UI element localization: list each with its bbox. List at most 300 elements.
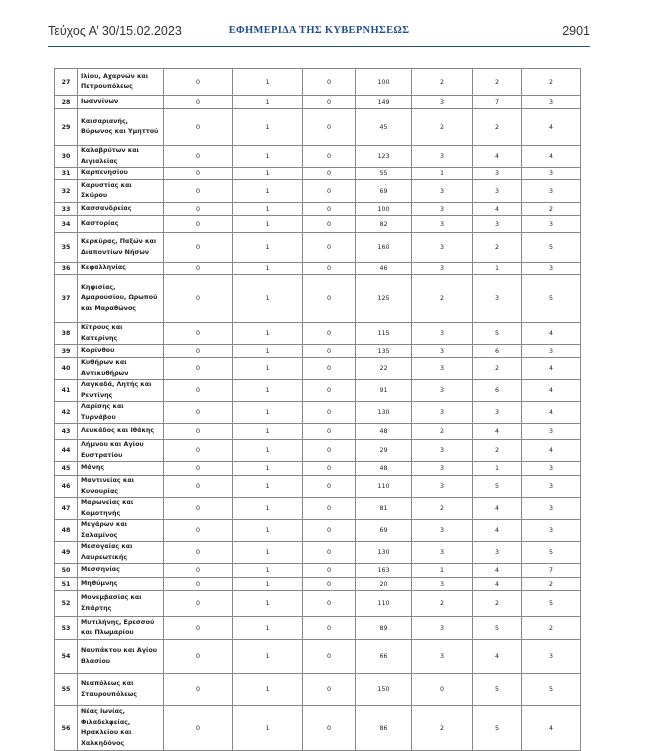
- col-2: 1: [233, 476, 303, 498]
- col-2: 1: [233, 542, 303, 564]
- col-5: 3: [412, 462, 473, 476]
- col-6: 5: [473, 476, 522, 498]
- col-7: 2: [522, 69, 581, 96]
- col-1: 0: [164, 146, 233, 168]
- col-2: 1: [233, 275, 303, 323]
- table-row: [55, 564, 581, 578]
- col-7: 4: [522, 706, 581, 751]
- col-6: 2: [473, 591, 522, 617]
- col-5: 3: [412, 520, 473, 542]
- row-number: 49: [55, 542, 78, 564]
- table-row: [55, 146, 581, 168]
- col-7: 5: [522, 542, 581, 564]
- col-3: 0: [303, 617, 356, 640]
- col-1: 0: [164, 345, 233, 358]
- page-number: 2901: [562, 24, 590, 38]
- col-3: 0: [303, 578, 356, 591]
- col-7: 5: [522, 674, 581, 706]
- row-number: 40: [55, 358, 78, 380]
- row-number: 44: [55, 440, 78, 462]
- col-4: 123: [356, 146, 412, 168]
- col-6: 5: [473, 674, 522, 706]
- col-6: 4: [473, 424, 522, 440]
- col-3: 0: [303, 402, 356, 424]
- col-7: 3: [522, 345, 581, 358]
- col-6: 6: [473, 380, 522, 402]
- col-1: 0: [164, 591, 233, 617]
- table-row: [55, 617, 581, 640]
- col-3: 0: [303, 591, 356, 617]
- col-6: 1: [473, 462, 522, 476]
- col-5: 3: [412, 578, 473, 591]
- col-5: 2: [412, 424, 473, 440]
- col-2: 1: [233, 578, 303, 591]
- col-4: 110: [356, 476, 412, 498]
- col-6: 5: [473, 706, 522, 751]
- col-4: 81: [356, 498, 412, 520]
- col-1: 0: [164, 380, 233, 402]
- col-1: 0: [164, 564, 233, 578]
- col-2: 1: [233, 69, 303, 96]
- col-4: 29: [356, 440, 412, 462]
- col-1: 0: [164, 180, 233, 203]
- col-5: 3: [412, 640, 473, 674]
- district-name: Ναυπάκτου και Αγίου Βλασίου: [78, 640, 164, 674]
- col-4: 69: [356, 180, 412, 203]
- table-row: [55, 476, 581, 498]
- col-6: 7: [473, 96, 522, 109]
- row-number: 33: [55, 203, 78, 216]
- col-5: 3: [412, 542, 473, 564]
- col-4: 110: [356, 591, 412, 617]
- col-4: 48: [356, 462, 412, 476]
- table-row: [55, 402, 581, 424]
- col-3: 0: [303, 69, 356, 96]
- col-5: 1: [412, 168, 473, 180]
- row-number: 43: [55, 424, 78, 440]
- row-number: 38: [55, 323, 78, 345]
- district-name: Καστορίας: [78, 216, 164, 233]
- row-number: 39: [55, 345, 78, 358]
- row-number: 30: [55, 146, 78, 168]
- col-3: 0: [303, 263, 356, 275]
- district-name: Μαρωνείας και Κομοτηνής: [78, 498, 164, 520]
- col-3: 0: [303, 542, 356, 564]
- table-row: [55, 498, 581, 520]
- col-3: 0: [303, 180, 356, 203]
- col-5: 3: [412, 402, 473, 424]
- col-4: 149: [356, 96, 412, 109]
- col-6: 4: [473, 564, 522, 578]
- col-7: 4: [522, 380, 581, 402]
- col-7: 3: [522, 263, 581, 275]
- col-5: 3: [412, 96, 473, 109]
- col-2: 1: [233, 180, 303, 203]
- table-row: [55, 591, 581, 617]
- district-name: Μαντινείας και Κυνουρίας: [78, 476, 164, 498]
- table-row: [55, 578, 581, 591]
- col-2: 1: [233, 424, 303, 440]
- col-7: 3: [522, 640, 581, 674]
- table-row: [55, 440, 581, 462]
- col-5: 3: [412, 440, 473, 462]
- col-1: 0: [164, 96, 233, 109]
- col-5: 2: [412, 275, 473, 323]
- col-1: 0: [164, 706, 233, 751]
- col-1: 0: [164, 69, 233, 96]
- col-1: 0: [164, 476, 233, 498]
- col-6: 2: [473, 233, 522, 263]
- col-4: 135: [356, 345, 412, 358]
- row-number: 52: [55, 591, 78, 617]
- col-6: 2: [473, 440, 522, 462]
- data-table: [54, 68, 581, 751]
- table-row: [55, 216, 581, 233]
- col-1: 0: [164, 233, 233, 263]
- col-1: 0: [164, 168, 233, 180]
- col-6: 4: [473, 498, 522, 520]
- col-2: 1: [233, 591, 303, 617]
- col-7: 3: [522, 96, 581, 109]
- col-1: 0: [164, 520, 233, 542]
- col-5: 3: [412, 263, 473, 275]
- col-2: 1: [233, 462, 303, 476]
- col-4: 55: [356, 168, 412, 180]
- col-2: 1: [233, 564, 303, 578]
- col-7: 2: [522, 203, 581, 216]
- row-number: 34: [55, 216, 78, 233]
- col-2: 1: [233, 168, 303, 180]
- col-4: 160: [356, 233, 412, 263]
- col-3: 0: [303, 520, 356, 542]
- col-2: 1: [233, 96, 303, 109]
- row-number: 50: [55, 564, 78, 578]
- col-3: 0: [303, 146, 356, 168]
- col-3: 0: [303, 476, 356, 498]
- col-1: 0: [164, 617, 233, 640]
- district-name: Λευκάδος και Ιθάκης: [78, 424, 164, 440]
- col-1: 0: [164, 674, 233, 706]
- district-name: Νέας Ιωνίας, Φιλαδελφείας, Ηρακλείου και Χαλκηδόνος: [78, 706, 164, 751]
- row-number: 42: [55, 402, 78, 424]
- district-name: Καρπενησίου: [78, 168, 164, 180]
- col-3: 0: [303, 380, 356, 402]
- col-5: 2: [412, 706, 473, 751]
- col-5: 3: [412, 617, 473, 640]
- col-3: 0: [303, 498, 356, 520]
- district-name: Μυτιλήνης, Ερεσσού και Πλωμαρίου: [78, 617, 164, 640]
- row-number: 46: [55, 476, 78, 498]
- col-4: 66: [356, 640, 412, 674]
- col-3: 0: [303, 168, 356, 180]
- col-4: 91: [356, 380, 412, 402]
- col-7: 4: [522, 358, 581, 380]
- col-3: 0: [303, 564, 356, 578]
- col-7: 3: [522, 520, 581, 542]
- col-2: 1: [233, 498, 303, 520]
- col-7: 4: [522, 440, 581, 462]
- col-4: 150: [356, 674, 412, 706]
- col-6: 3: [473, 402, 522, 424]
- col-4: 100: [356, 69, 412, 96]
- col-1: 0: [164, 578, 233, 591]
- table-row: [55, 674, 581, 706]
- district-name: Κεφαλληνίας: [78, 263, 164, 275]
- row-number: 47: [55, 498, 78, 520]
- row-number: 41: [55, 380, 78, 402]
- col-4: 130: [356, 542, 412, 564]
- col-4: 46: [356, 263, 412, 275]
- row-number: 45: [55, 462, 78, 476]
- row-number: 51: [55, 578, 78, 591]
- district-name: Μεγάρων και Σαλαμίνος: [78, 520, 164, 542]
- col-5: 3: [412, 180, 473, 203]
- col-7: 4: [522, 323, 581, 345]
- col-4: 86: [356, 706, 412, 751]
- col-3: 0: [303, 424, 356, 440]
- page-header: [48, 22, 590, 47]
- col-5: 0: [412, 674, 473, 706]
- col-7: 7: [522, 564, 581, 578]
- col-5: 2: [412, 69, 473, 96]
- row-number: 35: [55, 233, 78, 263]
- col-1: 0: [164, 263, 233, 275]
- col-7: 3: [522, 424, 581, 440]
- col-6: 3: [473, 542, 522, 564]
- col-1: 0: [164, 498, 233, 520]
- col-4: 82: [356, 216, 412, 233]
- col-6: 4: [473, 578, 522, 591]
- col-1: 0: [164, 424, 233, 440]
- col-6: 3: [473, 168, 522, 180]
- col-1: 0: [164, 462, 233, 476]
- col-6: 2: [473, 109, 522, 146]
- col-3: 0: [303, 275, 356, 323]
- col-6: 4: [473, 146, 522, 168]
- table-row: [55, 275, 581, 323]
- district-name: Μεσογαίας και Λαυρεωτικής: [78, 542, 164, 564]
- row-number: 53: [55, 617, 78, 640]
- col-4: 130: [356, 402, 412, 424]
- table-row: [55, 180, 581, 203]
- table-row: [55, 640, 581, 674]
- col-7: 4: [522, 402, 581, 424]
- table-row: [55, 96, 581, 109]
- col-4: 69: [356, 520, 412, 542]
- col-4: 115: [356, 323, 412, 345]
- row-number: 28: [55, 96, 78, 109]
- col-5: 3: [412, 358, 473, 380]
- table-row: [55, 323, 581, 345]
- row-number: 36: [55, 263, 78, 275]
- col-7: 2: [522, 617, 581, 640]
- col-2: 1: [233, 203, 303, 216]
- col-3: 0: [303, 323, 356, 345]
- gazette-title: ΕΦΗΜΕΡΙΔΑ ΤΗΣ ΚΥΒΕΡΝΗΣΕΩΣ: [228, 25, 410, 36]
- col-6: 6: [473, 345, 522, 358]
- col-2: 1: [233, 674, 303, 706]
- row-number: 54: [55, 640, 78, 674]
- col-2: 1: [233, 216, 303, 233]
- col-1: 0: [164, 358, 233, 380]
- col-7: 3: [522, 462, 581, 476]
- col-2: 1: [233, 323, 303, 345]
- col-6: 5: [473, 617, 522, 640]
- district-name: Λαρίσης και Τυρνάβου: [78, 402, 164, 424]
- district-name: Κηφισίας, Αμαρουσίου, Ωρωπού και Μαραθώνος: [78, 275, 164, 323]
- col-3: 0: [303, 233, 356, 263]
- row-number: 55: [55, 674, 78, 706]
- col-7: 3: [522, 216, 581, 233]
- col-5: 3: [412, 233, 473, 263]
- col-4: 45: [356, 109, 412, 146]
- row-number: 48: [55, 520, 78, 542]
- row-number: 27: [55, 69, 78, 96]
- district-name: Καισαριανής, Βύρωνος και Υμηττού: [78, 109, 164, 146]
- col-6: 4: [473, 203, 522, 216]
- col-3: 0: [303, 640, 356, 674]
- col-5: 3: [412, 203, 473, 216]
- table-row: [55, 345, 581, 358]
- col-2: 1: [233, 402, 303, 424]
- table-row: [55, 69, 581, 96]
- district-name: Ιλίου, Αχαρνών και Πετρουπόλεως: [78, 69, 164, 96]
- col-4: 163: [356, 564, 412, 578]
- col-3: 0: [303, 674, 356, 706]
- district-name: Κασσανδρείας: [78, 203, 164, 216]
- col-7: 2: [522, 578, 581, 591]
- district-name: Μεσσηνίας: [78, 564, 164, 578]
- col-5: 3: [412, 345, 473, 358]
- col-1: 0: [164, 203, 233, 216]
- table-row: [55, 168, 581, 180]
- col-7: 3: [522, 498, 581, 520]
- col-5: 2: [412, 591, 473, 617]
- col-3: 0: [303, 96, 356, 109]
- row-number: 37: [55, 275, 78, 323]
- col-4: 20: [356, 578, 412, 591]
- table-row: [55, 203, 581, 216]
- col-6: 2: [473, 69, 522, 96]
- col-1: 0: [164, 216, 233, 233]
- col-7: 3: [522, 476, 581, 498]
- col-3: 0: [303, 109, 356, 146]
- table-row: [55, 358, 581, 380]
- col-5: 2: [412, 109, 473, 146]
- district-name: Κερκύρας, Παξών και Διαποντίων Νήσων: [78, 233, 164, 263]
- col-7: 3: [522, 180, 581, 203]
- col-5: 3: [412, 146, 473, 168]
- col-5: 3: [412, 476, 473, 498]
- table-row: [55, 233, 581, 263]
- col-3: 0: [303, 345, 356, 358]
- col-6: 3: [473, 216, 522, 233]
- table-row: [55, 542, 581, 564]
- col-2: 1: [233, 380, 303, 402]
- district-name: Μηθύμνης: [78, 578, 164, 591]
- table-row: [55, 462, 581, 476]
- col-1: 0: [164, 323, 233, 345]
- col-4: 100: [356, 203, 412, 216]
- col-2: 1: [233, 617, 303, 640]
- col-1: 0: [164, 542, 233, 564]
- col-4: 125: [356, 275, 412, 323]
- district-name: Λαγκαδά, Λητής και Ρεντίνης: [78, 380, 164, 402]
- col-7: 5: [522, 591, 581, 617]
- col-6: 3: [473, 275, 522, 323]
- col-6: 5: [473, 323, 522, 345]
- col-2: 1: [233, 520, 303, 542]
- col-5: 3: [412, 216, 473, 233]
- table-row: [55, 424, 581, 440]
- col-4: 48: [356, 424, 412, 440]
- col-1: 0: [164, 440, 233, 462]
- col-7: 5: [522, 275, 581, 323]
- district-name: Λήμνου και Αγίου Ευστρατίου: [78, 440, 164, 462]
- table-row: [55, 109, 581, 146]
- district-name: Κυθήρων και Αντικυθήρων: [78, 358, 164, 380]
- col-1: 0: [164, 109, 233, 146]
- col-5: 1: [412, 564, 473, 578]
- col-7: 5: [522, 233, 581, 263]
- col-3: 0: [303, 440, 356, 462]
- col-2: 1: [233, 706, 303, 751]
- col-2: 1: [233, 345, 303, 358]
- col-3: 0: [303, 706, 356, 751]
- col-2: 1: [233, 109, 303, 146]
- issue-label: Τεύχος Α’ 30/15.02.2023: [48, 24, 182, 38]
- col-6: 2: [473, 358, 522, 380]
- col-2: 1: [233, 358, 303, 380]
- col-1: 0: [164, 640, 233, 674]
- table-row: [55, 263, 581, 275]
- table-row: [55, 706, 581, 751]
- col-3: 0: [303, 203, 356, 216]
- row-number: 56: [55, 706, 78, 751]
- col-3: 0: [303, 462, 356, 476]
- col-3: 0: [303, 358, 356, 380]
- col-5: 3: [412, 323, 473, 345]
- district-name: Ιωαννίνων: [78, 96, 164, 109]
- col-2: 1: [233, 146, 303, 168]
- district-name: Κίτρους και Κατερίνης: [78, 323, 164, 345]
- col-5: 2: [412, 498, 473, 520]
- col-4: 89: [356, 617, 412, 640]
- col-7: 3: [522, 168, 581, 180]
- col-3: 0: [303, 216, 356, 233]
- col-6: 1: [473, 263, 522, 275]
- district-name: Μονεμβασίας και Σπάρτης: [78, 591, 164, 617]
- col-1: 0: [164, 402, 233, 424]
- col-6: 3: [473, 180, 522, 203]
- district-name: Καρυστίας και Σκύρου: [78, 180, 164, 203]
- col-5: 3: [412, 380, 473, 402]
- district-name: Καλαβρύτων και Αιγιαλείας: [78, 146, 164, 168]
- row-number: 31: [55, 168, 78, 180]
- col-6: 4: [473, 640, 522, 674]
- col-2: 1: [233, 640, 303, 674]
- col-7: 4: [522, 109, 581, 146]
- col-2: 1: [233, 440, 303, 462]
- col-7: 4: [522, 146, 581, 168]
- district-name: Νεαπόλεως και Σταυρουπόλεως: [78, 674, 164, 706]
- table-row: [55, 380, 581, 402]
- district-name: Κορίνθου: [78, 345, 164, 358]
- table-row: [55, 520, 581, 542]
- district-name: Μάνης: [78, 462, 164, 476]
- col-2: 1: [233, 263, 303, 275]
- col-4: 22: [356, 358, 412, 380]
